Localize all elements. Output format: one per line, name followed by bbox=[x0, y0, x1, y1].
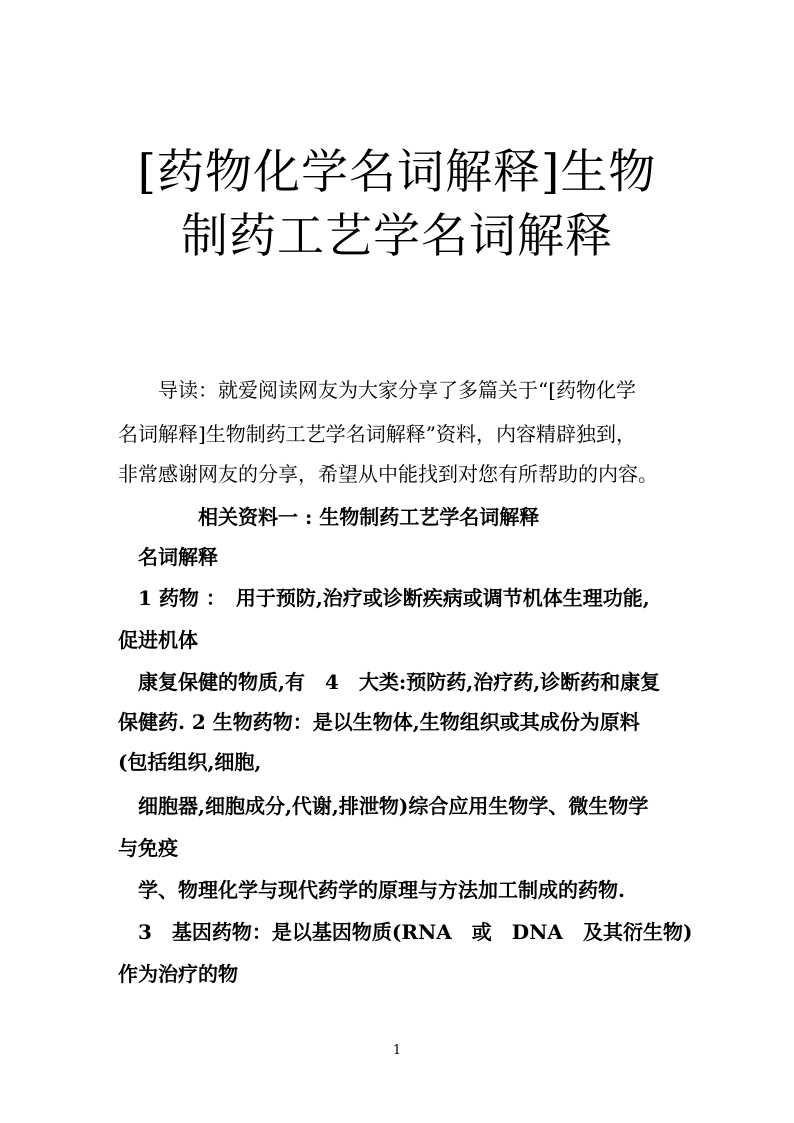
body-line: 3 基因药物：是以基因物质(RNA 或 DNA 及其衍生物) bbox=[118, 920, 693, 944]
body-line: 与免疫 bbox=[118, 836, 178, 860]
body-line: 学、物理化学与现代药学的原理与方法加工制成的药物. bbox=[118, 878, 625, 902]
body-line: 康复保健的物质,有 4 大类:预防药,治疗药,诊断药和康复 bbox=[118, 670, 661, 694]
body-line: 保健药. 2 生物药物：是以生物体,生物组织或其成份为原料 bbox=[118, 710, 640, 734]
body-line: 名词解释 bbox=[118, 545, 218, 569]
document-title-line-2: 制药工艺学名词解释 bbox=[181, 209, 613, 264]
body-line: 作为治疗的物 bbox=[118, 962, 238, 986]
body-line: (包括组织,细胞, bbox=[118, 750, 262, 774]
body-line: 1 药物 ： 用于预防,治疗或诊断疾病或调节机体生理功能, bbox=[118, 586, 650, 610]
body-line: 促进机体 bbox=[118, 628, 198, 652]
page-number: 1 bbox=[392, 1043, 402, 1058]
intro-line-1: 导读：就爱阅读网友为大家分享了多篇关于“[药物化学 bbox=[118, 378, 637, 402]
intro-line-2: 名词解释]生物制药工艺学名词解释”资料，内容精辟独到， bbox=[118, 422, 637, 446]
body-line: 相关资料一 : 生物制药工艺学名词解释 bbox=[118, 505, 540, 529]
body-line: 细胞器,细胞成分,代谢,排泄物)综合应用生物学、微生物学 bbox=[118, 794, 649, 818]
document-title-line-1: [药物化学名词解释]生物 bbox=[137, 145, 657, 200]
intro-line-3: 非常感谢网友的分享，希望从中能找到对您有所帮助的内容。 bbox=[118, 462, 658, 486]
